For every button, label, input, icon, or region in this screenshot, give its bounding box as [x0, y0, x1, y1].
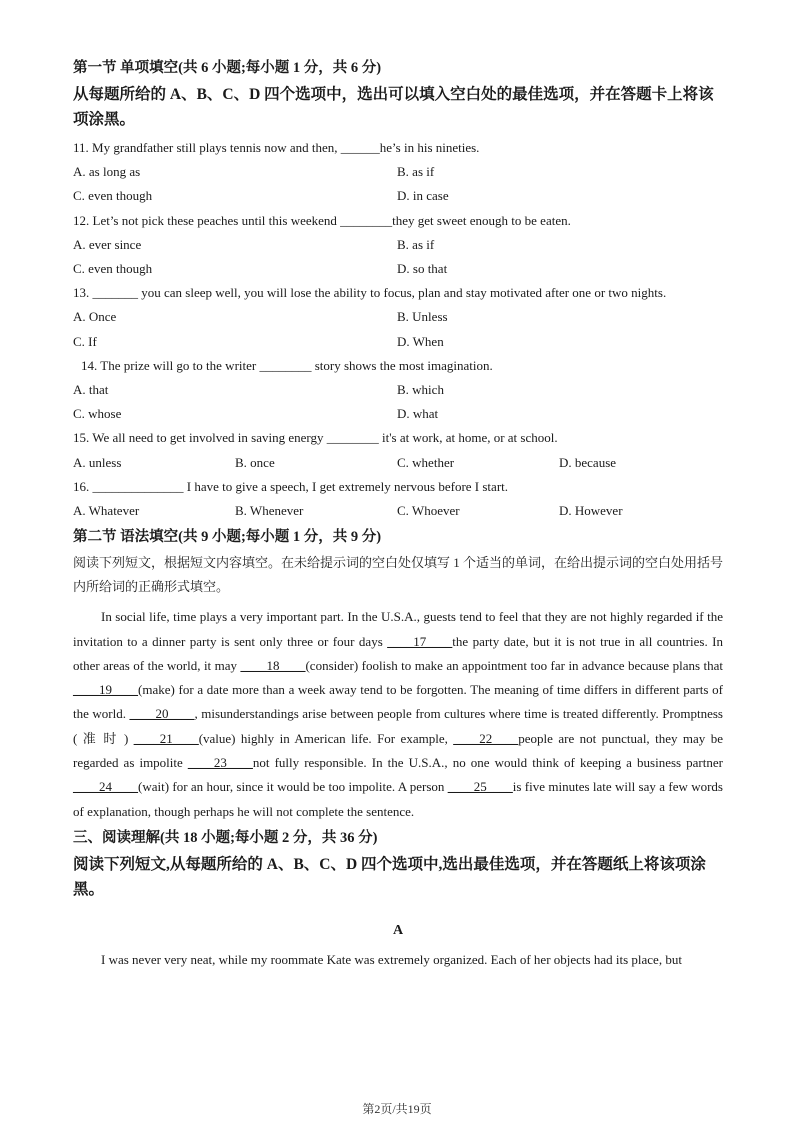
question-options	[73, 402, 723, 426]
question-options	[73, 378, 723, 402]
option-b[interactable]: B. which	[397, 382, 444, 398]
option-a[interactable]: A. as long as	[73, 164, 141, 180]
cloze-text: the party date, but it is not true in all countries. In other areas of the world, it may	[73, 633, 723, 673]
cloze-blank[interactable]: ____21____	[133, 730, 199, 746]
cloze-blank[interactable]: ____18____	[240, 657, 306, 673]
section3-instruction: 阅读下列短文,从每题所给的 A、B、C、D 四个选项中,选出最佳选项，并在答题纸上将该项涂黑。	[73, 855, 706, 898]
section1-title: 第一节 单项填空(共 6 小题;每小题 1 分，共 6 分)	[73, 60, 382, 76]
question-options	[73, 499, 723, 523]
option-a[interactable]: A. ever since	[73, 236, 142, 252]
cloze-blank[interactable]: ____24____	[73, 779, 138, 795]
option-d[interactable]: D. However	[559, 503, 623, 519]
option-b[interactable]: B. Whenever	[235, 503, 304, 519]
cloze-text: is five minutes late will say a few words of explanation, though perhaps he will not complete the sentence.	[73, 779, 723, 819]
cloze-text: In social life, time plays a very important part. In the U.S.A., guests tend to feel that they are not highly regarded if the invitation to a dinner party is sent only three or four days	[73, 609, 723, 649]
option-c[interactable]: C. even though	[73, 188, 153, 204]
question-stem: 12. Let’s not pick these peaches until this weekend ________they get sweet enough to be eaten.	[73, 212, 571, 228]
question-stem: 16. ______________ I have to give a speech, I get extremely nervous before I start.	[73, 478, 509, 494]
question-options	[73, 451, 723, 475]
question-stem: 13. _______ you can sleep well, you will lose the ability to focus, plan and stay motivated after one or two nights.	[73, 285, 667, 301]
cloze-passage	[73, 605, 723, 824]
section1-instruction: 从每题所给的 A、B、C、D 四个选项中，选出可以填入空白处的最佳选项，并在答题卡上将该项涂黑。	[73, 86, 714, 128]
question-options	[73, 184, 723, 208]
question-options	[73, 330, 723, 354]
question-stem: 14. The prize will go to the writer ________ story shows the most imagination.	[81, 357, 493, 373]
option-d[interactable]: D. because	[559, 454, 617, 470]
option-d[interactable]: D. in case	[397, 188, 449, 204]
option-c[interactable]: C. Whoever	[397, 503, 460, 519]
question-options	[73, 160, 723, 184]
cloze-text: people are not punctual, they may be regarded as impolite	[73, 730, 723, 771]
section3-title: 三、阅读理解(共 18 小题;每小题 2 分，共 36 分)	[73, 829, 378, 846]
option-a[interactable]: A. that	[73, 382, 109, 398]
section2-title: 第二节 语法填空(共 9 小题;每小题 1 分，共 9 分)	[73, 529, 382, 546]
cloze-blank[interactable]: ____17____	[387, 633, 453, 649]
cloze-blank[interactable]: ____22____	[453, 730, 519, 746]
option-c[interactable]: C. even though	[73, 261, 153, 277]
option-a[interactable]: A. Whatever	[73, 503, 140, 519]
question-stem: 15. We all need to get involved in saving energy ________ it's at work, at home, or at school.	[73, 430, 558, 446]
cloze-blank[interactable]: ____19____	[73, 682, 138, 698]
page-footer: 第2页/共19页	[362, 1102, 432, 1116]
option-d[interactable]: D. so that	[397, 261, 448, 277]
question-stem: 11. My grandfather still plays tennis now and then, ______he’s in his nineties.	[73, 140, 480, 155]
question-options	[73, 257, 723, 281]
option-b[interactable]: B. as if	[397, 164, 435, 180]
option-c[interactable]: C. If	[73, 333, 97, 349]
option-a[interactable]: A. Once	[73, 309, 117, 325]
option-c[interactable]: C. whether	[397, 454, 455, 470]
passage-label: A	[392, 922, 404, 938]
section2	[73, 527, 723, 824]
cloze-text: (consider) foolish to make an appointment too far in advance because plans that	[305, 657, 724, 673]
cloze-blank[interactable]: ____25____	[447, 779, 513, 795]
cloze-text: (value) highly in American life. For example,	[198, 730, 454, 746]
option-b[interactable]: B. as if	[397, 236, 435, 252]
cloze-text: , misunderstandings arise between people from cultures where time is treated differently. Promptness ( 准 时 )	[73, 706, 723, 746]
option-a[interactable]: A. unless	[73, 454, 122, 470]
option-b[interactable]: B. Unless	[397, 309, 448, 325]
section1-questions	[73, 136, 723, 523]
option-b[interactable]: B. once	[235, 454, 275, 470]
option-d[interactable]: D. When	[397, 333, 444, 349]
passage-first-line: I was never very neat, while my roommate Kate was extremely organized. Each of her objects had its place, but	[101, 951, 682, 967]
question-options	[73, 305, 723, 329]
exam-page	[73, 58, 723, 972]
cloze-blank[interactable]: ____23____	[187, 755, 253, 771]
cloze-text: not fully responsible. In the U.S.A., no one would think of keeping a business partner	[252, 755, 723, 771]
question-options	[73, 233, 723, 257]
cloze-text: (wait) for an hour, since it would be too impolite. A person	[138, 779, 448, 795]
section3	[73, 828, 723, 972]
section2-instruction: 阅读下列短文，根据短文内容填空。在未给提示词的空白处仅填写 1 个适当的单词，在给出提示词的空白处用括号内所给词的正确形式填空。	[73, 555, 724, 595]
option-c[interactable]: C. whose	[73, 406, 122, 422]
cloze-text: (make) for a date more than a week away tend to be forgotten. The meaning of time differs in different parts of the world.	[73, 682, 723, 722]
option-d[interactable]: D. what	[397, 406, 439, 422]
cloze-blank[interactable]: ____20____	[129, 706, 195, 722]
